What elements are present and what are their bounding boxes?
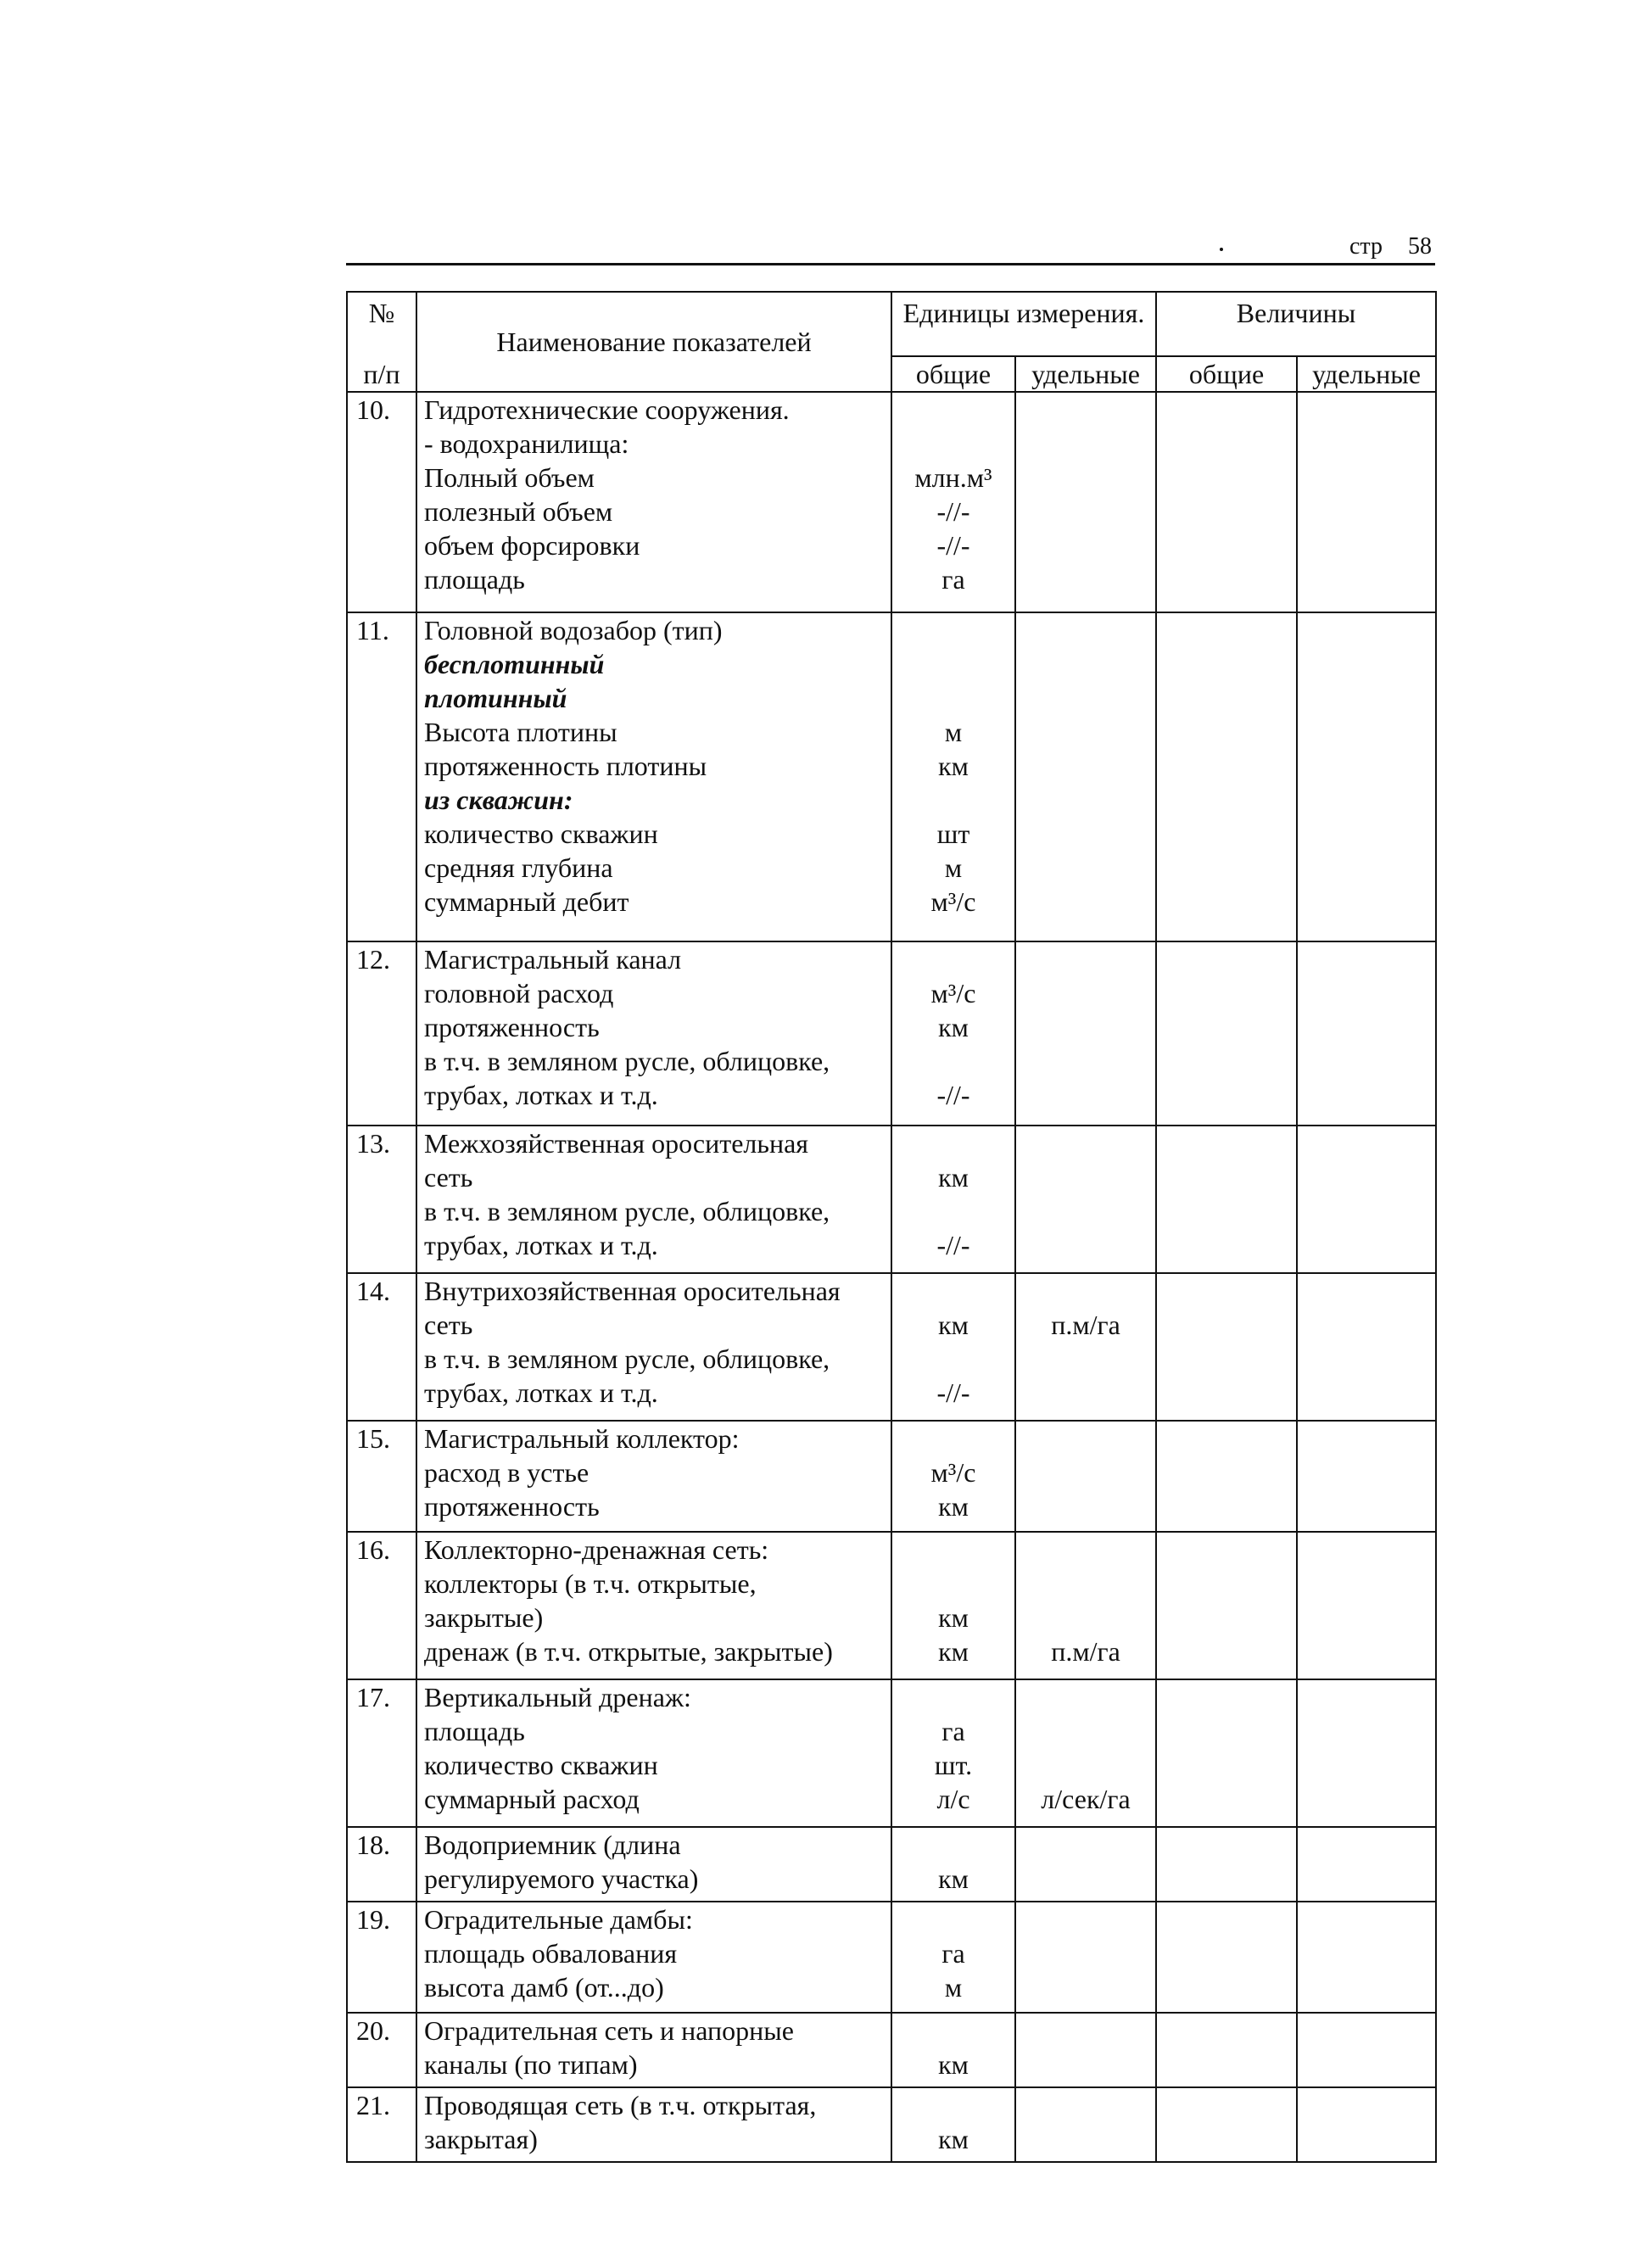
value-general-cell <box>1156 1273 1297 1421</box>
unit-specific-cell <box>1015 1827 1156 1902</box>
row-number <box>347 1679 416 1827</box>
indicator-line: трубах, лотках и т.д. <box>424 1080 658 1111</box>
table-row <box>347 1532 1436 1679</box>
unit-general-cell <box>891 1532 1015 1679</box>
row-number <box>347 392 416 612</box>
unit-specific-cell <box>1015 941 1156 1126</box>
indicator-line: трубах, лотках и т.д. <box>424 1230 658 1261</box>
unit-specific <box>1016 976 1155 1010</box>
unit-specific <box>1016 1044 1155 1078</box>
unit-specific <box>1016 1600 1155 1634</box>
header-values-general: общие <box>1156 356 1297 392</box>
header-values-group: Величины <box>1156 292 1436 356</box>
value-general-cell <box>1156 1679 1297 1827</box>
unit-general-cell <box>891 2013 1015 2087</box>
unit-specific-cell <box>1015 1679 1156 1827</box>
indicator-line: площадь <box>424 1715 525 1746</box>
value-general-cell <box>1156 941 1297 1126</box>
unit-specific <box>1016 1862 1155 1896</box>
unit-specific-cell <box>1015 1902 1156 2013</box>
unit-specific <box>1016 1342 1155 1376</box>
table-row <box>347 1679 1436 1827</box>
value-specific-cell <box>1297 1532 1436 1679</box>
unit-specific <box>1016 1160 1155 1194</box>
row-number-text: 12. <box>356 944 390 975</box>
indicator-line: Водоприемник (длина <box>424 1829 681 1860</box>
unit-general: км <box>938 1636 969 1667</box>
value-general-cell <box>1156 1827 1297 1902</box>
indicator-name-cell <box>416 2087 891 2162</box>
unit-general: м³/с <box>930 978 976 1009</box>
unit-specific <box>1016 427 1155 461</box>
unit-general <box>892 783 1014 817</box>
unit-specific <box>1016 2014 1155 2047</box>
indicator-line: Вертикальный дренаж: <box>424 1681 691 1712</box>
value-specific-cell <box>1297 1126 1436 1273</box>
header-units-specific: удельные <box>1015 356 1156 392</box>
header-units-general: общие <box>891 356 1015 392</box>
unit-general: м <box>944 1971 963 2003</box>
row-number <box>347 1273 416 1421</box>
indicator-name-cell <box>416 1273 891 1421</box>
unit-specific-cell <box>1015 612 1156 942</box>
unit-general-cell <box>891 392 1015 612</box>
header-num <box>347 292 416 392</box>
indicator-line: протяженность плотины <box>424 750 707 781</box>
unit-specific <box>1016 1194 1155 1228</box>
unit-general <box>892 1567 1014 1600</box>
table-row <box>347 1421 1436 1532</box>
value-specific-cell <box>1297 1273 1436 1421</box>
stray-dot <box>1220 248 1223 251</box>
value-general-cell <box>1156 1532 1297 1679</box>
table-row <box>347 1827 1436 1902</box>
indicator-line: в т.ч. в земляном русле, облицовке, <box>424 1046 830 1077</box>
indicator-line: количество скважин <box>424 818 658 849</box>
unit-specific <box>1016 1376 1155 1410</box>
indicator-line: полезный объем <box>424 496 613 527</box>
unit-general <box>892 1533 1014 1567</box>
indicator-line: в т.ч. в земляном русле, облицовке, <box>424 1196 830 1227</box>
unit-general-cell <box>891 1126 1015 1273</box>
indicator-line: в т.ч. в земляном русле, облицовке, <box>424 1343 830 1375</box>
unit-general: шт. <box>934 1749 973 1780</box>
unit-specific <box>1016 1489 1155 1523</box>
unit-general <box>892 1274 1014 1308</box>
header-name: Наименование показателей <box>416 292 891 392</box>
unit-specific <box>1016 613 1155 647</box>
row-number <box>347 612 416 942</box>
indicator-line: трубах, лотках и т.д. <box>424 1377 658 1409</box>
unit-general <box>892 647 1014 681</box>
value-specific-cell <box>1297 1902 1436 2013</box>
unit-specific <box>1016 942 1155 976</box>
unit-specific <box>1016 1455 1155 1489</box>
unit-specific <box>1016 1828 1155 1862</box>
unit-specific <box>1016 461 1155 494</box>
row-number-text: 19. <box>356 1903 390 1935</box>
unit-specific <box>1016 1567 1155 1600</box>
unit-specific <box>1016 1748 1155 1782</box>
indicator-name-cell <box>416 2013 891 2087</box>
unit-general <box>892 1126 1014 1160</box>
table-row <box>347 2087 1436 2162</box>
unit-specific-cell <box>1015 1126 1156 1273</box>
unit-general-cell <box>891 1273 1015 1421</box>
unit-specific <box>1016 749 1155 783</box>
unit-specific <box>1016 647 1155 681</box>
row-number-text: 11. <box>356 614 389 645</box>
unit-specific-cell <box>1015 2013 1156 2087</box>
unit-specific <box>1016 1010 1155 1044</box>
unit-specific-cell <box>1015 2087 1156 2162</box>
indicator-line: протяженность <box>424 1491 600 1522</box>
value-specific-cell <box>1297 392 1436 612</box>
unit-specific <box>1016 1936 1155 1970</box>
indicator-line: регулируемого участка) <box>424 1863 699 1894</box>
unit-general-cell <box>891 2087 1015 2162</box>
unit-general <box>892 613 1014 647</box>
row-number <box>347 1827 416 1902</box>
unit-specific-cell <box>1015 1421 1156 1532</box>
value-general-cell <box>1156 392 1297 612</box>
unit-specific <box>1016 1422 1155 1455</box>
indicator-name-cell <box>416 1532 891 1679</box>
indicator-line: Магистральный коллектор: <box>424 1423 740 1455</box>
table-row <box>347 941 1436 1126</box>
row-number-text: 13. <box>356 1128 390 1159</box>
unit-general: м³/с <box>930 885 976 917</box>
value-general-cell <box>1156 2087 1297 2162</box>
indicator-line: закрытая) <box>424 2123 538 2154</box>
value-general-cell <box>1156 1421 1297 1532</box>
indicator-line: площадь <box>424 564 525 595</box>
row-number <box>347 2013 416 2087</box>
unit-general: л/с <box>936 1783 970 1814</box>
indicator-line: плотинный <box>424 682 567 713</box>
value-specific-cell <box>1297 1421 1436 1532</box>
row-number <box>347 1126 416 1273</box>
indicator-name-cell <box>416 1421 891 1532</box>
unit-specific <box>1016 1274 1155 1308</box>
table-row <box>347 1126 1436 1273</box>
value-general-cell <box>1156 612 1297 942</box>
unit-general: км <box>938 2123 969 2154</box>
unit-specific: п.м/га <box>1051 1636 1120 1667</box>
unit-general <box>892 1902 1014 1936</box>
header-units-group: Единицы измерения. <box>891 292 1156 356</box>
indicator-line: расход в устье <box>424 1457 589 1489</box>
unit-general <box>892 1680 1014 1714</box>
unit-general: -//- <box>936 1377 970 1409</box>
row-number-text: 21. <box>356 2089 390 2120</box>
header-row <box>347 292 1436 356</box>
row-number <box>347 1421 416 1532</box>
unit-general: м <box>944 852 963 883</box>
unit-general <box>892 1194 1014 1228</box>
page-number: 58 <box>1408 233 1432 260</box>
unit-general <box>892 2014 1014 2047</box>
row-number-text: 10. <box>356 394 390 425</box>
unit-general: км <box>938 1310 969 1341</box>
unit-general-cell <box>891 1679 1015 1827</box>
unit-general: км <box>938 1491 969 1522</box>
unit-general: м <box>944 716 963 747</box>
indicator-name-cell <box>416 1827 891 1902</box>
indicators-table <box>346 291 1437 2163</box>
indicator-line: протяженность <box>424 1012 600 1043</box>
value-general-cell <box>1156 1126 1297 1273</box>
indicator-line: закрытые) <box>424 1602 544 1634</box>
unit-general <box>892 1342 1014 1376</box>
unit-specific <box>1016 1228 1155 1262</box>
table-row <box>347 392 1436 612</box>
indicator-line: бесплотинный <box>424 648 605 679</box>
unit-specific-cell <box>1015 1273 1156 1421</box>
unit-general <box>892 2088 1014 2122</box>
unit-general <box>892 393 1014 427</box>
table-row <box>347 2013 1436 2087</box>
indicator-line: Полный объем <box>424 462 595 493</box>
table-row <box>347 1273 1436 1421</box>
row-number-text: 20. <box>356 2014 390 2046</box>
unit-general: га <box>941 564 965 595</box>
unit-specific <box>1016 715 1155 749</box>
header-num-pp: п/п <box>363 359 400 389</box>
indicator-line: Внутрихозяйственная оросительная <box>424 1276 841 1307</box>
unit-specific <box>1016 681 1155 715</box>
indicator-line: Гидротехнические сооружения. <box>424 394 790 425</box>
unit-specific: л/сек/га <box>1041 1783 1131 1814</box>
unit-general-cell <box>891 1902 1015 2013</box>
value-specific-cell <box>1297 941 1436 1126</box>
row-number-text: 17. <box>356 1681 390 1712</box>
unit-general <box>892 1422 1014 1455</box>
unit-specific <box>1016 817 1155 851</box>
indicator-line: суммарный расход <box>424 1783 640 1814</box>
indicator-line: Межхозяйственная оросительная <box>424 1128 809 1159</box>
unit-general <box>892 1828 1014 1862</box>
table-row <box>347 612 1436 942</box>
unit-general <box>892 1044 1014 1078</box>
unit-specific <box>1016 528 1155 562</box>
unit-general: км <box>938 2048 969 2080</box>
indicator-line: количество скважин <box>424 1749 658 1780</box>
indicator-name-cell <box>416 941 891 1126</box>
indicator-line: площадь обвалования <box>424 1937 678 1969</box>
indicator-line: Проводящая сеть (в т.ч. открытая, <box>424 2089 817 2120</box>
unit-specific <box>1016 2088 1155 2122</box>
table-body <box>347 392 1436 2162</box>
indicator-line: каналы (по типам) <box>424 2048 638 2080</box>
unit-general: м³/с <box>930 1457 976 1489</box>
unit-specific <box>1016 562 1155 596</box>
value-general-cell <box>1156 1902 1297 2013</box>
unit-general: -//- <box>936 530 970 561</box>
value-specific-cell <box>1297 2087 1436 2162</box>
row-number <box>347 941 416 1126</box>
unit-general: км <box>938 1863 969 1894</box>
unit-specific <box>1016 1902 1155 1936</box>
header-num-symbol: № <box>368 298 395 328</box>
indicator-name-cell <box>416 1126 891 1273</box>
indicator-line: Оградительная сеть и напорные <box>424 2014 794 2046</box>
unit-general: шт <box>936 818 970 849</box>
unit-general: км <box>938 1012 969 1043</box>
unit-general-cell <box>891 1421 1015 1532</box>
table-row <box>347 1902 1436 2013</box>
indicator-line: Оградительные дамбы: <box>424 1903 693 1935</box>
value-specific-cell <box>1297 612 1436 942</box>
unit-specific-cell <box>1015 392 1156 612</box>
unit-specific <box>1016 1533 1155 1567</box>
row-number <box>347 1532 416 1679</box>
indicator-line: суммарный дебит <box>424 885 629 917</box>
value-general-cell <box>1156 2013 1297 2087</box>
unit-specific <box>1016 1714 1155 1748</box>
unit-general <box>892 427 1014 461</box>
indicator-line: коллекторы (в т.ч. открытые, <box>424 1568 757 1600</box>
unit-specific <box>1016 1126 1155 1160</box>
row-number-text: 14. <box>356 1276 390 1307</box>
indicator-line: сеть <box>424 1310 473 1341</box>
indicator-line: высота дамб (от...до) <box>424 1971 664 2003</box>
unit-specific <box>1016 2122 1155 2156</box>
unit-specific <box>1016 1970 1155 2004</box>
indicator-line: Коллекторно-дренажная сеть: <box>424 1534 769 1566</box>
unit-specific <box>1016 783 1155 817</box>
unit-specific <box>1016 393 1155 427</box>
indicator-line: Высота плотины <box>424 716 617 747</box>
unit-specific: п.м/га <box>1051 1310 1120 1341</box>
row-number <box>347 1902 416 2013</box>
unit-general: км <box>938 750 969 781</box>
value-specific-cell <box>1297 1679 1436 1827</box>
indicator-name-cell <box>416 1679 891 1827</box>
row-number-text: 16. <box>356 1534 390 1566</box>
indicator-line: Головной водозабор (тип) <box>424 614 723 645</box>
page-header <box>346 233 1433 262</box>
unit-general <box>892 681 1014 715</box>
unit-specific <box>1016 494 1155 528</box>
unit-general-cell <box>891 941 1015 1126</box>
unit-general-cell <box>891 612 1015 942</box>
indicator-line: объем форсировки <box>424 530 640 561</box>
value-specific-cell <box>1297 1827 1436 1902</box>
unit-general: млн.м³ <box>914 462 992 493</box>
unit-general: -//- <box>936 1080 970 1111</box>
header-rule <box>346 263 1435 265</box>
indicator-line: из скважин: <box>424 784 573 815</box>
indicator-line: Магистральный канал <box>424 944 682 975</box>
page-label: стр <box>1349 233 1383 260</box>
indicator-line: сеть <box>424 1162 473 1193</box>
unit-specific <box>1016 1680 1155 1714</box>
indicator-line: средняя глубина <box>424 852 613 883</box>
row-number <box>347 2087 416 2162</box>
unit-general: га <box>941 1715 965 1746</box>
unit-general: -//- <box>936 496 970 527</box>
indicator-line: головной расход <box>424 978 614 1009</box>
indicator-line: дренаж (в т.ч. открытые, закрытые) <box>424 1636 833 1667</box>
unit-general-cell <box>891 1827 1015 1902</box>
indicator-name-cell <box>416 612 891 942</box>
unit-general <box>892 942 1014 976</box>
indicator-name-cell <box>416 392 891 612</box>
unit-specific <box>1016 2047 1155 2081</box>
indicator-name-cell <box>416 1902 891 2013</box>
row-number-text: 15. <box>356 1423 390 1455</box>
unit-specific <box>1016 885 1155 919</box>
unit-general: км <box>938 1602 969 1634</box>
unit-general: га <box>941 1937 965 1969</box>
header-values-specific: удельные <box>1297 356 1436 392</box>
unit-specific <box>1016 851 1155 885</box>
unit-specific <box>1016 1078 1155 1112</box>
row-number-text: 18. <box>356 1829 390 1860</box>
unit-specific-cell <box>1015 1532 1156 1679</box>
unit-general: -//- <box>936 1230 970 1261</box>
value-specific-cell <box>1297 2013 1436 2087</box>
indicator-line: - водохранилища: <box>424 428 629 459</box>
unit-general: км <box>938 1162 969 1193</box>
